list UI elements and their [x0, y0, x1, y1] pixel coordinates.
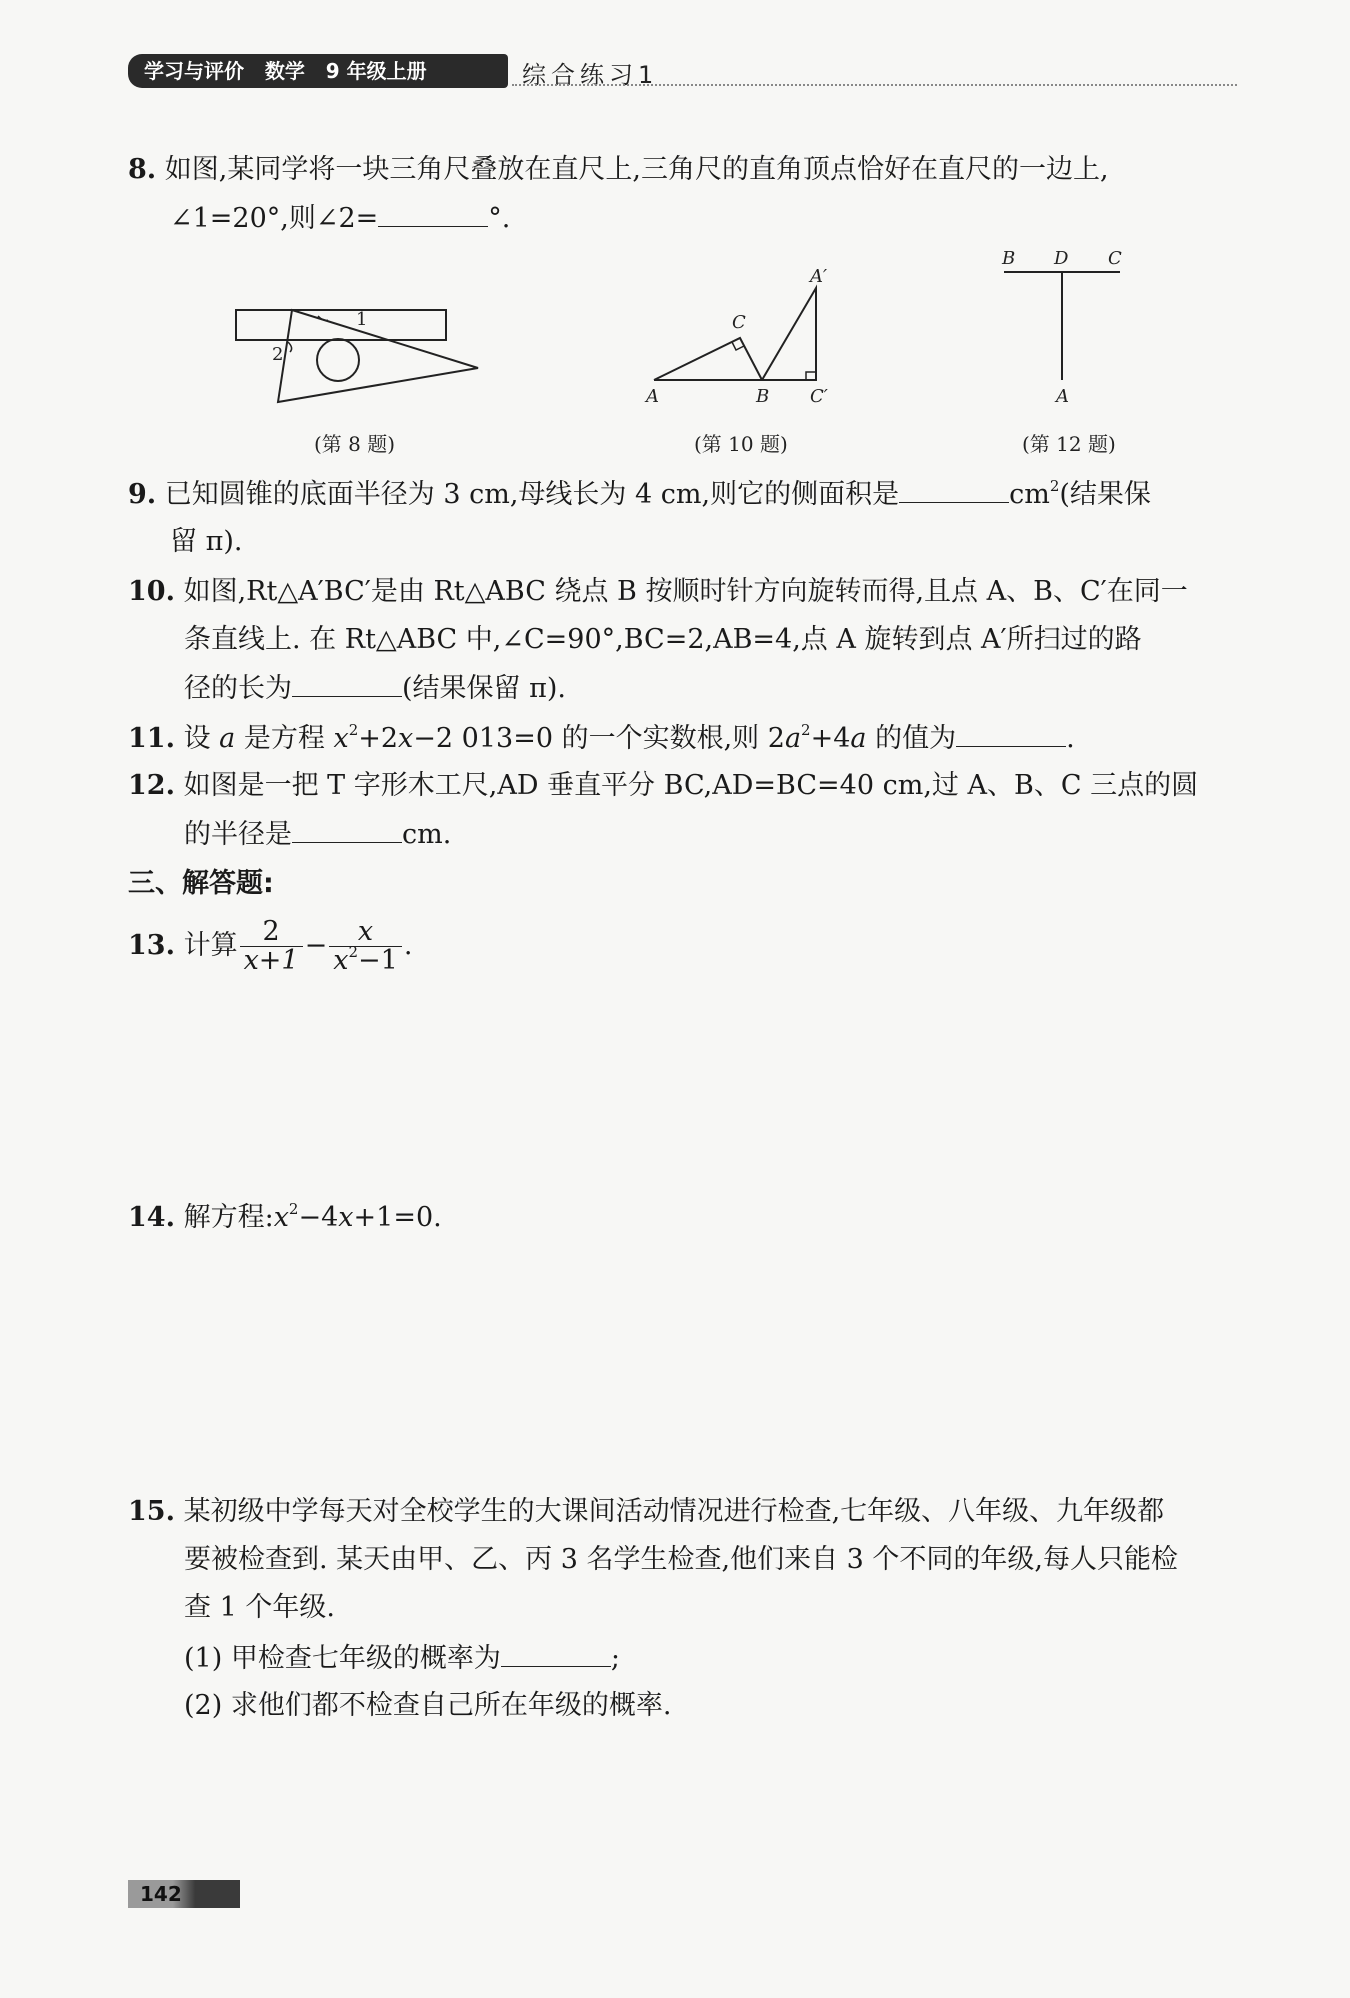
q12-line1 [128, 768, 1198, 804]
triangle-hole [317, 339, 359, 381]
figure-12 [996, 248, 1126, 408]
header-title: 综合练习1 [522, 61, 659, 89]
q11-text-b: 是方程 [235, 723, 334, 754]
q13-number: 13. [128, 930, 175, 961]
q13-end: . [403, 930, 413, 961]
q13-frac2-den-rest: −1 [358, 945, 398, 976]
q14-text-b: −4 [298, 1202, 339, 1233]
triangle-A1BC1 [762, 288, 816, 380]
q8-line1 [128, 152, 1109, 188]
q11-number: 11. [128, 723, 175, 754]
q12-text2b: cm. [402, 819, 452, 850]
q10-text2: 条直线上. 在 Rt△ABC 中,∠C=90°,BC=2,AB=4,点 A 旋转到点 A′所扫过的路 [184, 624, 1142, 655]
point-A1-label: A′ [810, 266, 828, 287]
q12-number: 12. [128, 770, 175, 801]
q9-text2: 留 π). [170, 526, 243, 557]
q9-answer-blank [899, 476, 1009, 503]
q11-var-a2: a [784, 723, 802, 754]
q14-sup: 2 [288, 1200, 299, 1218]
q15-line1 [128, 1494, 1164, 1530]
q12-answer-blank [292, 816, 402, 843]
q15-part1-text: (1) 甲检查七年级的概率为 [184, 1643, 501, 1674]
figure-10-caption: (第 10 题) [694, 432, 788, 456]
q11-text-d: −2 013=0 的一个实数根,则 2 [413, 723, 785, 754]
q9-line1 [128, 476, 1151, 513]
point-B-label: B [756, 386, 770, 407]
point-D-label: D [1054, 248, 1069, 269]
q10-answer-blank [292, 670, 402, 697]
q11-var-a3: a [850, 723, 867, 754]
triangle-ABC [654, 338, 762, 380]
q15-text3: 查 1 个年级. [184, 1592, 335, 1623]
q14-var-x2: x [338, 1202, 354, 1233]
q13-frac2-num: x [329, 918, 402, 947]
q11-text-a: 设 [183, 723, 220, 754]
q15-number: 15. [128, 1496, 175, 1527]
q13-frac2-den [329, 943, 402, 976]
q10-line1 [128, 574, 1188, 610]
q10-line2 [184, 622, 1142, 658]
q11-var-x: x [333, 723, 349, 754]
q15-text2: 要被检查到. 某天由甲、乙、丙 3 名学生检查,他们来自 3 个不同的年级,每人只能检 [184, 1544, 1179, 1575]
q14-number: 14. [128, 1202, 175, 1233]
point-B-label: B [1002, 248, 1016, 269]
q13-minus: − [304, 930, 328, 961]
q12-line2 [184, 816, 451, 853]
q11-sup: 2 [348, 721, 359, 739]
point-C-label: C [1108, 248, 1122, 269]
q10-line3 [184, 670, 566, 707]
q10-text1: 如图,Rt△A′BC′是由 Rt△ABC 绕点 B 按顺时针方向旋转而得,且点 A、B、C′在同一 [183, 576, 1188, 607]
q9-line2 [170, 524, 242, 560]
q10-number: 10. [128, 576, 175, 607]
point-C1-label: C′ [810, 386, 828, 407]
q8-text2a: ∠1=20°,则∠2= [170, 203, 379, 234]
section-3-heading: 三、解答题: [128, 868, 274, 899]
q11-text-c: +2 [358, 723, 399, 754]
q15-part2 [184, 1688, 671, 1724]
q8-number: 8. [128, 154, 157, 185]
q8-text1: 如图,某同学将一块三角尺叠放在直尺上,三角尺的直角顶点恰好在直尺的一边上, [164, 154, 1109, 185]
point-A-label: A [646, 386, 659, 407]
angle2-arc [288, 342, 292, 352]
q11-end: . [1066, 723, 1075, 754]
q9-unit: cm [1009, 479, 1050, 510]
figure-8-caption: (第 8 题) [314, 432, 396, 456]
q9-text1a: 已知圆锥的底面半径为 3 cm,母线长为 4 cm,则它的侧面积是 [164, 479, 900, 510]
q13-frac1-den: x+1 [243, 945, 299, 976]
q11-var-x2: x [398, 723, 414, 754]
q15-text1: 某初级中学每天对全校学生的大课间活动情况进行检查,七年级、八年级、九年级都 [183, 1496, 1165, 1527]
q14-line [128, 1200, 442, 1236]
angle1-label: 1 [356, 309, 368, 330]
q13-line [128, 916, 412, 976]
q9-number: 9. [128, 479, 157, 510]
q9-text1c: (结果保 [1059, 479, 1151, 510]
q11-line [128, 720, 1075, 757]
header-rule [512, 84, 1237, 86]
q15-part1-end: ; [610, 1643, 620, 1674]
q14-var-x: x [273, 1202, 289, 1233]
right-angle-C1 [806, 372, 816, 380]
q9-unit-sup: 2 [1049, 477, 1060, 495]
q14-text-a: 解方程: [183, 1202, 274, 1233]
q15-part2-text: (2) 求他们都不检查自己所在年级的概率. [184, 1690, 672, 1721]
q13-frac2-den-x: x [333, 945, 349, 976]
point-C-label: C [732, 312, 746, 333]
q13-frac1-num: 2 [240, 918, 303, 947]
figure-8 [232, 298, 492, 418]
q15-line3 [184, 1590, 335, 1626]
header-series-bar: 学习与评价 数学 9 年级上册 [128, 54, 508, 88]
q12-text2a: 的半径是 [184, 819, 292, 850]
q8-text2b: °. [488, 203, 511, 234]
q12-text1: 如图是一把 T 字形木工尺,AD 垂直平分 BC,AD=BC=40 cm,过 A、B、C 三点的圆 [183, 770, 1199, 801]
q11-text-e: +4 [810, 723, 851, 754]
angle1-arc [318, 316, 328, 321]
q10-text3a: 径的长为 [184, 673, 292, 704]
q8-answer-blank [378, 200, 488, 227]
q11-var-a: a [219, 723, 236, 754]
point-A-label: A [1056, 386, 1069, 407]
q11-sup2: 2 [801, 721, 811, 739]
triangle-ruler-shape [278, 310, 478, 402]
q10-text3b: (结果保留 π). [402, 673, 566, 704]
figure-10 [640, 268, 850, 418]
q13-fraction2 [329, 918, 402, 975]
q13-frac2-den-sup: 2 [348, 943, 359, 961]
figure-12-caption: (第 12 题) [1022, 432, 1116, 456]
q13-fraction1 [240, 918, 303, 975]
q14-text-c: +1=0. [353, 1202, 442, 1233]
q15-part1 [184, 1640, 620, 1677]
q8-line2 [170, 200, 510, 237]
q11-answer-blank [956, 720, 1066, 747]
angle2-label: 2 [272, 344, 284, 365]
q15-answer-blank [501, 1640, 611, 1667]
q13-lead: 计算 [183, 930, 238, 961]
q11-text-f: 的值为 [866, 723, 957, 754]
q15-line2 [184, 1542, 1178, 1578]
page-number: 142 [128, 1880, 240, 1908]
